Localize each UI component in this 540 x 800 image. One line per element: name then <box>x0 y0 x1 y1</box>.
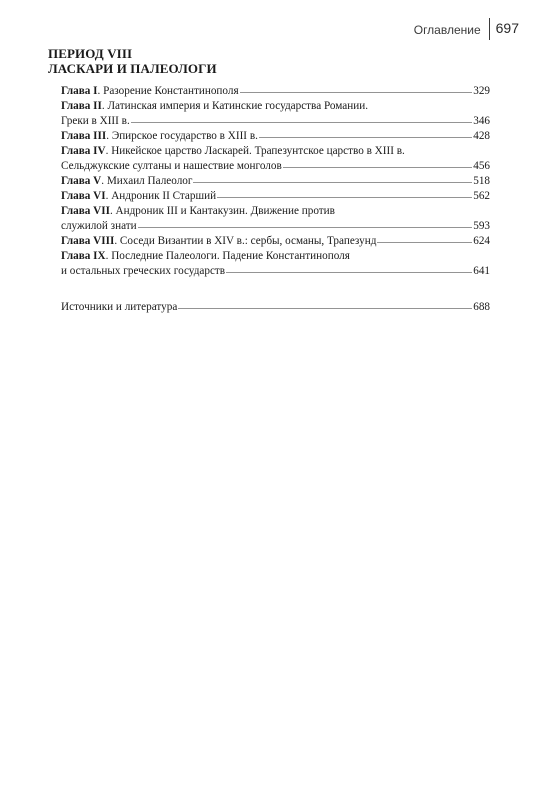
toc-entry-line <box>61 129 490 144</box>
chapter-label: Глава V <box>61 175 102 187</box>
dot-leader <box>217 196 472 199</box>
toc-entry-line <box>61 249 490 264</box>
toc-list <box>61 84 490 279</box>
label-separator: . <box>106 130 112 142</box>
dot-leader <box>259 136 472 139</box>
toc-entry-line <box>61 234 490 249</box>
period-heading <box>48 46 498 76</box>
toc-entry <box>61 84 490 99</box>
chapter-title: Андроник II Старший <box>111 190 217 202</box>
chapter-title: и остальных греческих государств <box>61 265 226 277</box>
label-separator: . <box>101 100 108 112</box>
chapter-title: Эпирское государство в XIII в. <box>111 130 258 142</box>
toc-extra <box>61 300 490 315</box>
chapter-page: 624 <box>473 235 490 247</box>
toc-entry <box>61 129 490 144</box>
chapter-label: Глава IV <box>61 145 106 157</box>
toc-entry <box>61 174 490 189</box>
chapter-title: Никейское царство Ласкарей. Трапезунтское царство в XIII в. <box>111 145 405 157</box>
dot-leader <box>131 121 472 124</box>
chapter-page: 562 <box>473 190 490 202</box>
chapter-label: Глава IX <box>61 250 106 262</box>
chapter-page: 593 <box>473 220 490 232</box>
toc-entry <box>61 144 490 174</box>
toc-entry-line <box>61 99 490 114</box>
chapter-title: служилой знати <box>61 220 137 232</box>
toc-entry-line <box>61 84 490 99</box>
chapter-page: 428 <box>473 130 490 142</box>
toc-entry-line <box>61 264 490 279</box>
chapter-title: Соседи Византии в XIV в.: сербы, османы, Трапезунд <box>119 235 377 247</box>
chapter-title: Разорение Константинополя <box>103 85 239 97</box>
chapter-label: Глава VIII <box>61 235 115 247</box>
toc-entry <box>61 189 490 204</box>
chapter-label: Глава I <box>61 85 98 97</box>
toc-entry <box>61 204 490 234</box>
running-head-section: Оглавление <box>413 23 481 37</box>
dot-leader <box>377 241 472 244</box>
toc-entry <box>61 99 490 129</box>
toc-entry-line <box>61 174 490 189</box>
label-separator: . <box>114 235 120 247</box>
label-separator: . <box>105 145 112 157</box>
toc-entry-line <box>61 189 490 204</box>
chapter-title: Михаил Палеолог <box>106 175 193 187</box>
dot-leader <box>178 307 472 310</box>
toc-entry-line <box>61 204 490 219</box>
chapter-page: 346 <box>473 115 490 127</box>
chapter-title: Последние Палеологи. Падение Константинополя <box>111 250 350 262</box>
running-head <box>414 18 519 40</box>
chapter-title: Сельджукские султаны и нашествие монголов <box>61 160 282 172</box>
chapter-label: Глава VI <box>61 190 106 202</box>
label-separator: . <box>105 190 112 202</box>
dot-leader <box>240 91 473 94</box>
chapter-title: Андроник III и Кантакузин. Движение против <box>115 205 335 217</box>
dot-leader <box>226 271 472 274</box>
toc-entry <box>61 234 490 249</box>
label-separator: . <box>109 205 116 217</box>
label-separator: . <box>101 175 107 187</box>
label-separator: . <box>105 250 112 262</box>
toc-extra-line <box>61 300 490 315</box>
chapter-page: 329 <box>473 85 490 97</box>
period-title: ПЕРИОД VIII <box>48 46 133 61</box>
toc-entry-line <box>61 114 490 129</box>
chapter-page: 456 <box>473 160 490 172</box>
chapter-label: Глава II <box>61 100 102 112</box>
chapter-title: Латинская империя и Катинские государства Романии. <box>107 100 369 112</box>
toc-entry <box>61 249 490 279</box>
toc-entry-line <box>61 144 490 159</box>
chapter-label: Глава III <box>61 130 107 142</box>
chapter-page: 518 <box>473 175 490 187</box>
toc-extra-title: Источники и литература <box>61 301 178 313</box>
page-number: 697 <box>495 20 519 36</box>
dot-leader <box>138 226 473 229</box>
chapter-page: 641 <box>473 265 490 277</box>
toc-entry-line <box>61 159 490 174</box>
dot-leader <box>193 181 472 184</box>
toc-extra-page: 688 <box>473 301 490 313</box>
dot-leader <box>283 166 472 169</box>
period-subtitle: ЛАСКАРИ И ПАЛЕОЛОГИ <box>48 61 217 76</box>
chapter-title: Греки в XIII в. <box>61 115 130 127</box>
chapter-label: Глава VII <box>61 205 110 217</box>
label-separator: . <box>97 85 104 97</box>
toc-entry-line <box>61 219 490 234</box>
